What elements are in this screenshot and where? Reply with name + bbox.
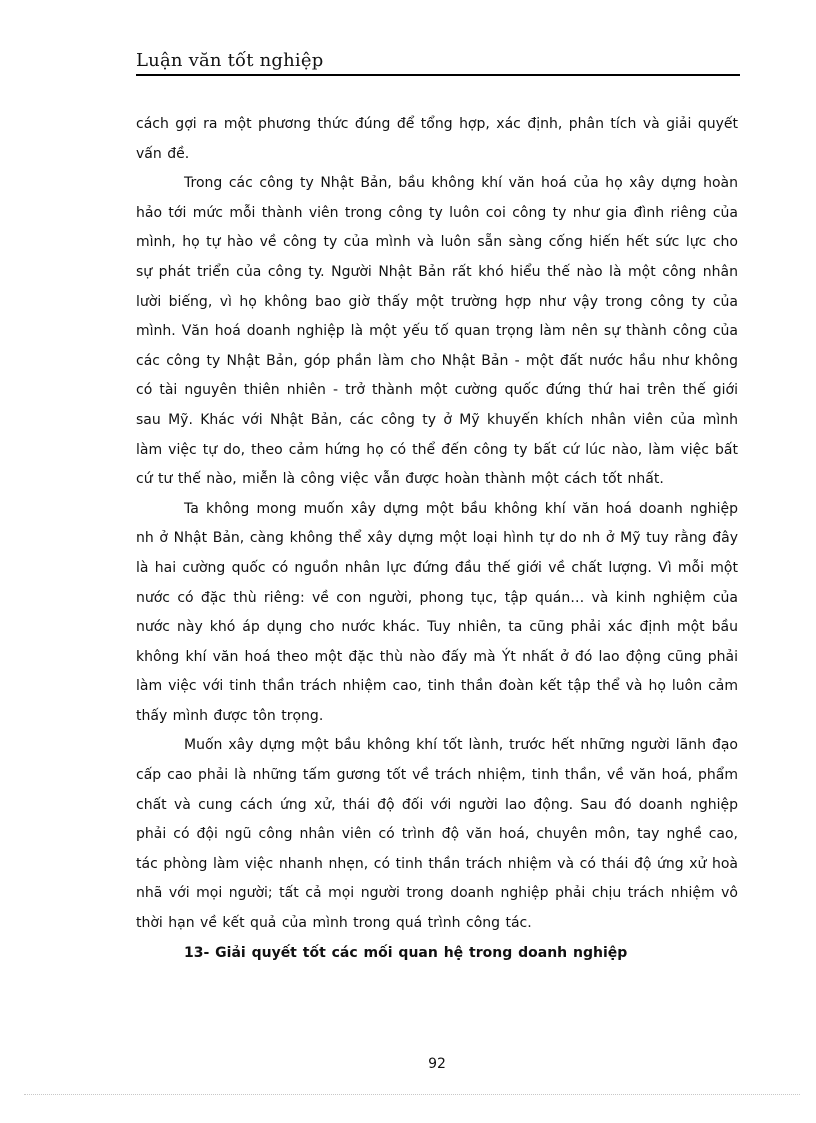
paragraph-building-atmosphere: Muốn xây dựng một bầu không khí tốt lành, trước hết những người lãnh đạo cấp cao phải là những tấm gương tốt về trách nhiệm, tinh thần, về văn hoá, phẩm chất và cung cách ứng xử, thái độ đối với người lao động. Sau đó doanh nghiệp phải có đội ngũ công nhân viên có trình độ văn hoá, chuyên môn, tay nghề cao, tác phòng làm việc nhanh nhẹn, có tinh thần trách nhiệm và có thái độ ứng xử hoà nhã với mọi người; tất cả mọi người trong doanh nghiệp phải chịu trách nhiệm vô thời hạn về kết quả của mình trong quá trình công tác. — [136, 737, 738, 932]
body-text — [136, 110, 738, 968]
paragraph-japanese-culture: Trong các công ty Nhật Bản, bầu không khí văn hoá của họ xây dựng hoàn hảo tới mức mỗi thành viên trong công ty luôn coi công ty như gia đình riêng của mình, họ tự hào về công ty của mình và luôn sẵn sàng cống hiến hết sức lực cho sự phát triển của công ty. Người Nhật Bản rất khó hiểu thế nào là một công nhân lười biếng, vì họ không bao giờ thấy một trường hợp như vậy trong công ty của mình. Văn hoá doanh nghiệp là một yếu tố quan trọng làm nên sự thành công của các công ty Nhật Bản, góp phần làm cho Nhật Bản - một đất nước hầu như không có tài nguyên thiên nhiên - trở thành một cường quốc đứng thứ hai trên thế giới sau Mỹ. Khác với Nhật Bản, các công ty ở Mỹ khuyến khích nhân viên của mình làm việc tự do, theo cảm hứng họ có thể đến công ty bất cứ lúc nào, làm việc bất cứ tư thế nào, miễn là công việc vẫn được hoàn thành một cách tốt nhất. — [136, 175, 738, 488]
page-bottom-divider — [24, 1094, 800, 1095]
paragraph-continuation: cách gợi ra một phương thức đúng để tổng hợp, xác định, phân tích và giải quyết vấn đề. — [136, 116, 738, 162]
section-heading: 13- Giải quyết tốt các mối quan hệ trong doanh nghiệp — [184, 944, 628, 961]
page-number: 92 — [428, 1056, 446, 1072]
paragraph-own-culture: Ta không mong muốn xây dựng một bầu không khí văn hoá doanh nghiệp nh ở Nhật Bản, càng không thể xây dựng một loại hình tự do nh ở Mỹ tuy rằng đây là hai cường quốc có nguồn nhân lực đứng đầu thế giới về chất lượng. Vì mỗi một nước có đặc thù riêng: về con người, phong tục, tập quán… và kinh nghiệm của nước này khó áp dụng cho nước khác. Tuy nhiên, ta cũng phải xác định một bầu không khí văn hoá theo một đặc thù nào đấy mà Ýt nhất ở đó lao động cũng phải làm việc với tinh thần trách nhiệm cao, tinh thần đoàn kết tập thể và họ luôn cảm thấy mình được tôn trọng. — [136, 500, 738, 724]
header-rule — [136, 74, 740, 76]
running-header: Luận văn tốt nghiệp — [136, 50, 324, 71]
